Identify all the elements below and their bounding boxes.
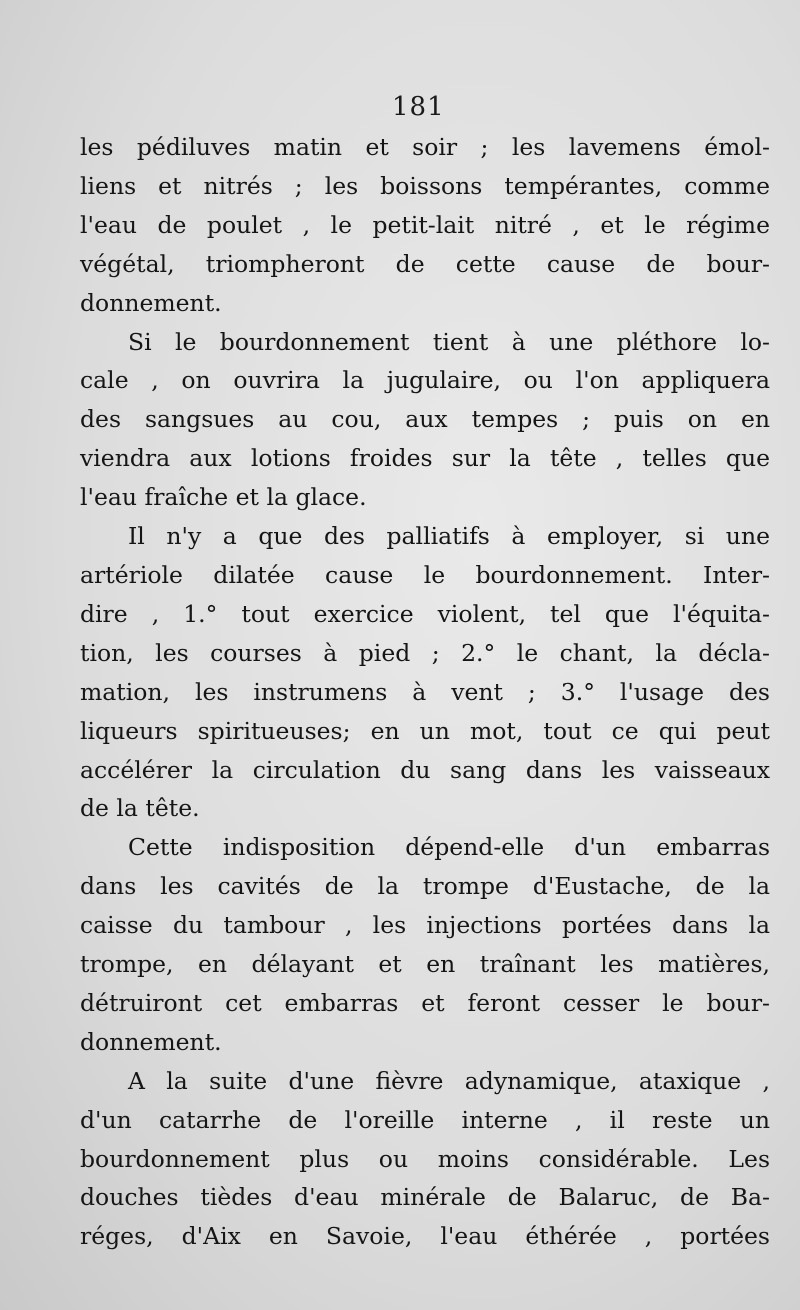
text-line: donnement. [80, 288, 222, 317]
text-line: Il n'y a que des palliatifs à employer, si une [128, 522, 770, 551]
text-line: de la tête. [80, 794, 200, 823]
text-line: A la suite d'une fièvre adynamique, ataxique , [128, 1066, 770, 1095]
text-line: des sangsues au cou, aux tempes ; puis on en [80, 405, 770, 434]
text-line: les pédiluves matin et soir ; les lavemens émol- [80, 133, 770, 161]
text-line: réges, d'Aix en Savoie, l'eau éthérée , portées [80, 1222, 770, 1251]
text-line: dire , 1.° tout exercice violent, tel que l'équita- [80, 599, 770, 628]
paragraph-1 [80, 128, 770, 323]
page-number: 181 [392, 92, 445, 122]
paragraph-4 [80, 828, 770, 1061]
text-line: bourdonnement plus ou moins considérable. Les [80, 1144, 770, 1173]
text-line: donnement. [80, 1027, 222, 1056]
text-line: cale , on ouvrira la jugulaire, ou l'on appliquera [80, 366, 770, 395]
paragraph-3 [80, 517, 770, 828]
text-line: dans les cavités de la trompe d'Eustache, de la [80, 872, 770, 901]
text-line: tion, les courses à pied ; 2.° le chant, la décla- [80, 638, 770, 667]
text-line: artériole dilatée cause le bourdonnement. Inter- [80, 560, 770, 589]
text-line: végétal, triompheront de cette cause de bour- [80, 249, 770, 278]
text-line: liens et nitrés ; les boissons tempérantes, comme [80, 171, 770, 200]
text-line: douches tièdes d'eau minérale de Balaruc, de Ba- [80, 1183, 770, 1212]
text-line: Cette indisposition dépend-elle d'un embarras [128, 833, 770, 862]
text-line: l'eau fraîche et la glace. [80, 483, 367, 512]
text-line: accélérer la circulation du sang dans les vaisseaux [80, 755, 770, 784]
text-line: mation, les instrumens à vent ; 3.° l'usage des [80, 677, 770, 706]
text-line: caisse du tambour , les injections portées dans la [80, 911, 770, 940]
text-line: liqueurs spiritueuses; en un mot, tout ce qui peut [80, 716, 770, 745]
text-line: trompe, en délayant et en traînant les matières, [80, 950, 770, 979]
text-line: l'eau de poulet , le petit-lait nitré , et le régime [80, 210, 770, 239]
text-line: viendra aux lotions froides sur la tête , telles que [80, 444, 770, 473]
paragraph-5 [80, 1062, 770, 1257]
text-line: Si le bourdonnement tient à une pléthore lo- [128, 327, 770, 356]
body-text [80, 128, 770, 1256]
text-line: d'un catarrhe de l'oreille interne , il reste un [80, 1105, 770, 1134]
paragraph-2 [80, 323, 770, 518]
text-line: détruiront cet embarras et feront cesser le bour- [80, 988, 770, 1017]
